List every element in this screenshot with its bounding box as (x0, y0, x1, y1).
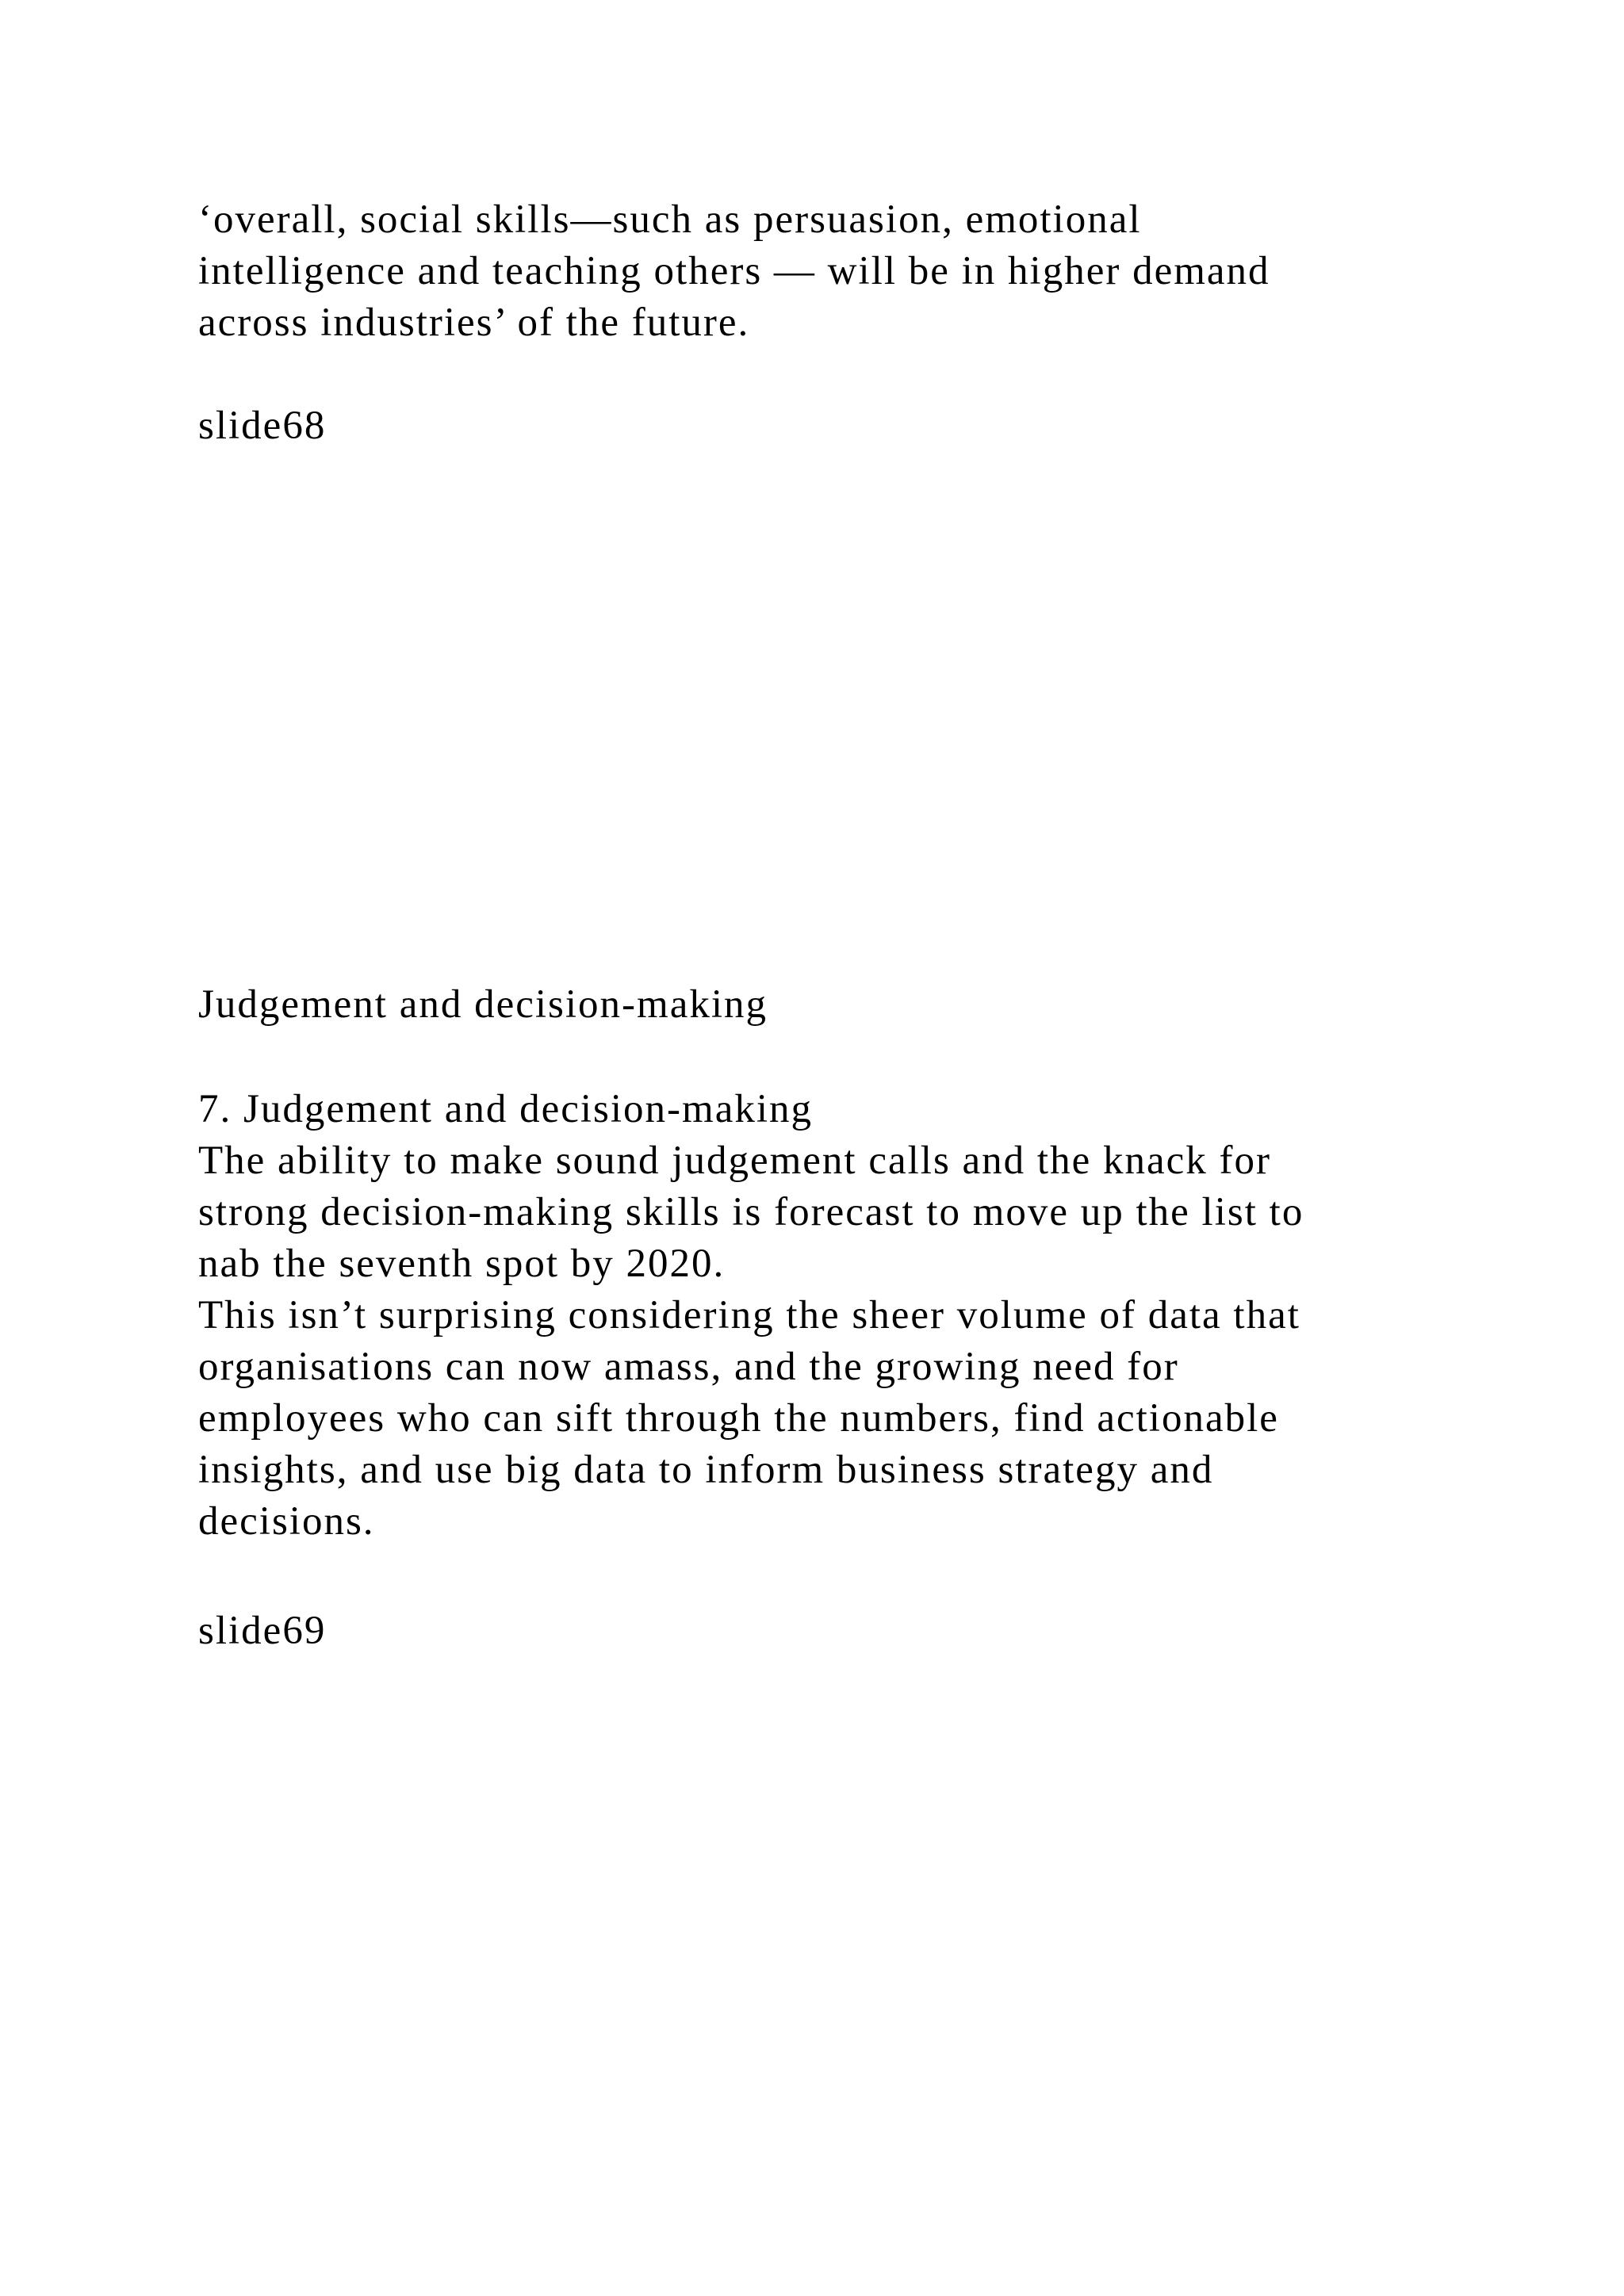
quote-line: ‘overall, social skills—such as persuasion, emotional (198, 197, 1142, 242)
slide-label-68: slide68 (198, 404, 327, 448)
section-paragraph (198, 1084, 1507, 1548)
section-line: This isn’t surprising considering the sheer volume of data that (198, 1293, 1300, 1337)
section-line: The ability to make sound judgement calls and the knack for (198, 1138, 1271, 1183)
section-heading: Judgement and decision-making (198, 982, 768, 1027)
quote-paragraph (198, 194, 1507, 349)
section-line: nab the seventh spot by 2020. (198, 1242, 726, 1286)
quote-line: across industries’ of the future. (198, 300, 750, 345)
section-title-line: 7. Judgement and decision-making (198, 1087, 814, 1131)
slide-label-69: slide69 (198, 1609, 327, 1653)
quote-line: intelligence and teaching others — will be in higher demand (198, 249, 1270, 293)
section-line: insights, and use big data to inform business strategy and (198, 1448, 1214, 1492)
section-line: decisions. (198, 1499, 375, 1544)
section-line: employees who can sift through the numbers, find actionable (198, 1396, 1279, 1441)
section-line: strong decision-making skills is forecast to move up the list to (198, 1190, 1304, 1234)
section-line: organisations can now amass, and the growing need for (198, 1345, 1179, 1389)
